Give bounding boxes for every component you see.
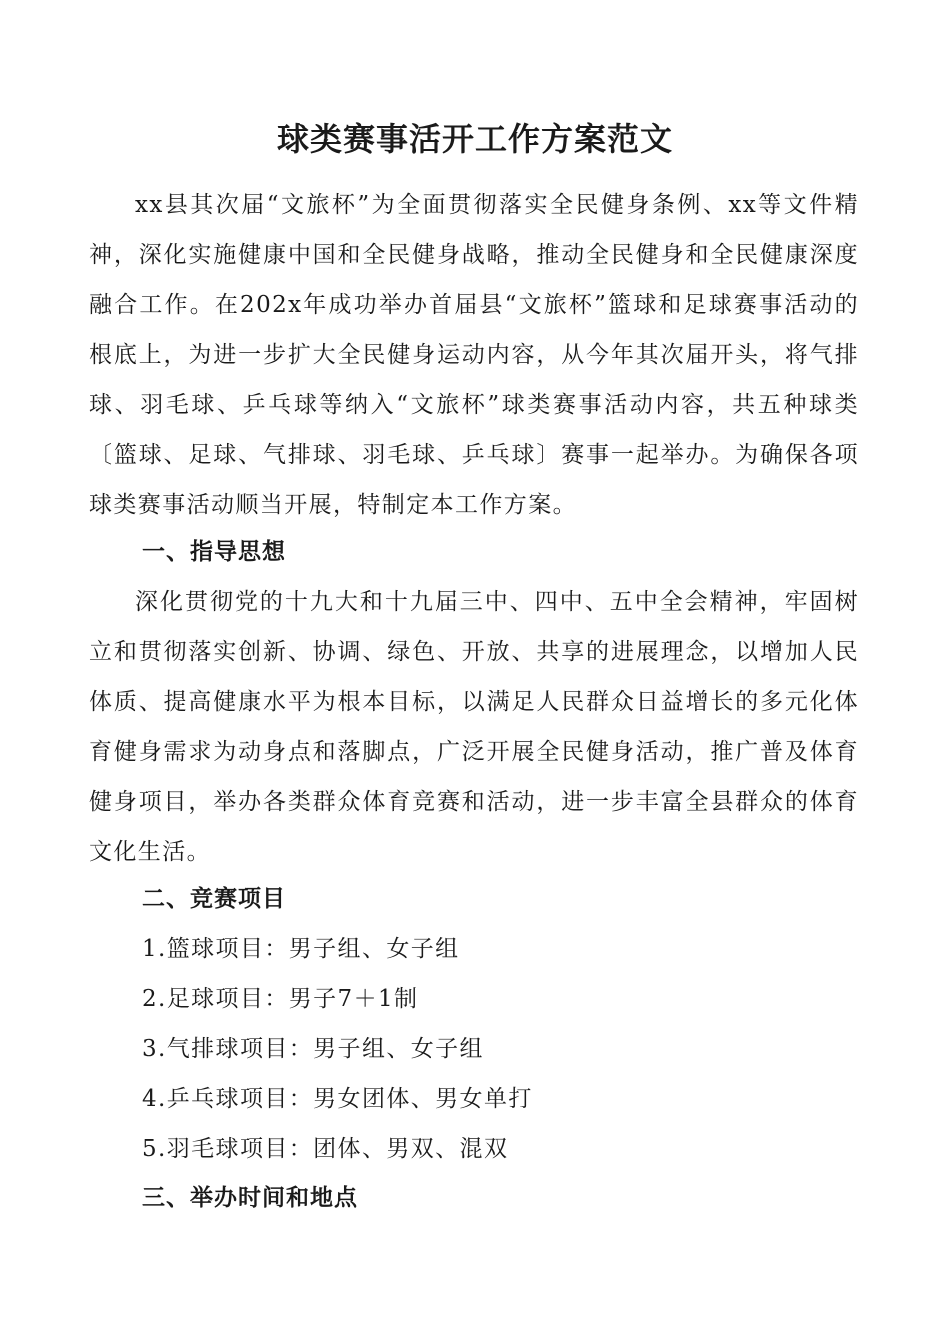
section-heading-time-and-place: 三、举办时间和地点 [142, 1185, 358, 1211]
list-item: 1.篮球项目：男子组、女子组 [142, 936, 460, 962]
list-item: 5.羽毛球项目：团体、男双、混双 [142, 1136, 509, 1162]
guiding-ideology-paragraph: 深化贯彻党的十九大和十九届三中、四中、五中全会精神，牢固树立和贯彻落实创新、协调、绿色、开放、共享的进展理念，以增加人民体质、提高健康水平为根本目标，以满足人民群众日益增长的多元化体育健身需求为动身点和落脚点，广泛开展全民健身活动，推广普及体育健身项目，举办各类群众体育竞赛和活动，进一步丰富全县群众的体育文化生活。 [89, 589, 859, 865]
list-item: 2.足球项目：男子7＋1制 [142, 986, 419, 1012]
list-item: 4.乒乓球项目：男女团体、男女单打 [142, 1086, 533, 1112]
list-item: 3.气排球项目：男子组、女子组 [142, 1036, 484, 1062]
document-title: 球类赛事活开工作方案范文 [276, 120, 673, 158]
intro-paragraph: xx县其次届“文旅杯”为全面贯彻落实全民健身条例、xx等文件精神，深化实施健康中国和全民健身战略，推动全民健身和全民健康深度融合工作。在202x年成功举办首届县“文旅杯”篮球和足球赛事活动的根底上，为进一步扩大全民健身运动内容，从今年其次届开头，将气排球、羽毛球、乒乓球等纳入“文旅杯”球类赛事活动内容，共五种球类〔篮球、足球、气排球、羽毛球、乒乓球〕赛事一起举办。为确保各项球类赛事活动顺当开展，特制定本工作方案。 [89, 192, 859, 518]
section-heading-guiding-ideology: 一、指导思想 [142, 539, 286, 565]
section-heading-competition-items: 二、竞赛项目 [142, 886, 286, 912]
